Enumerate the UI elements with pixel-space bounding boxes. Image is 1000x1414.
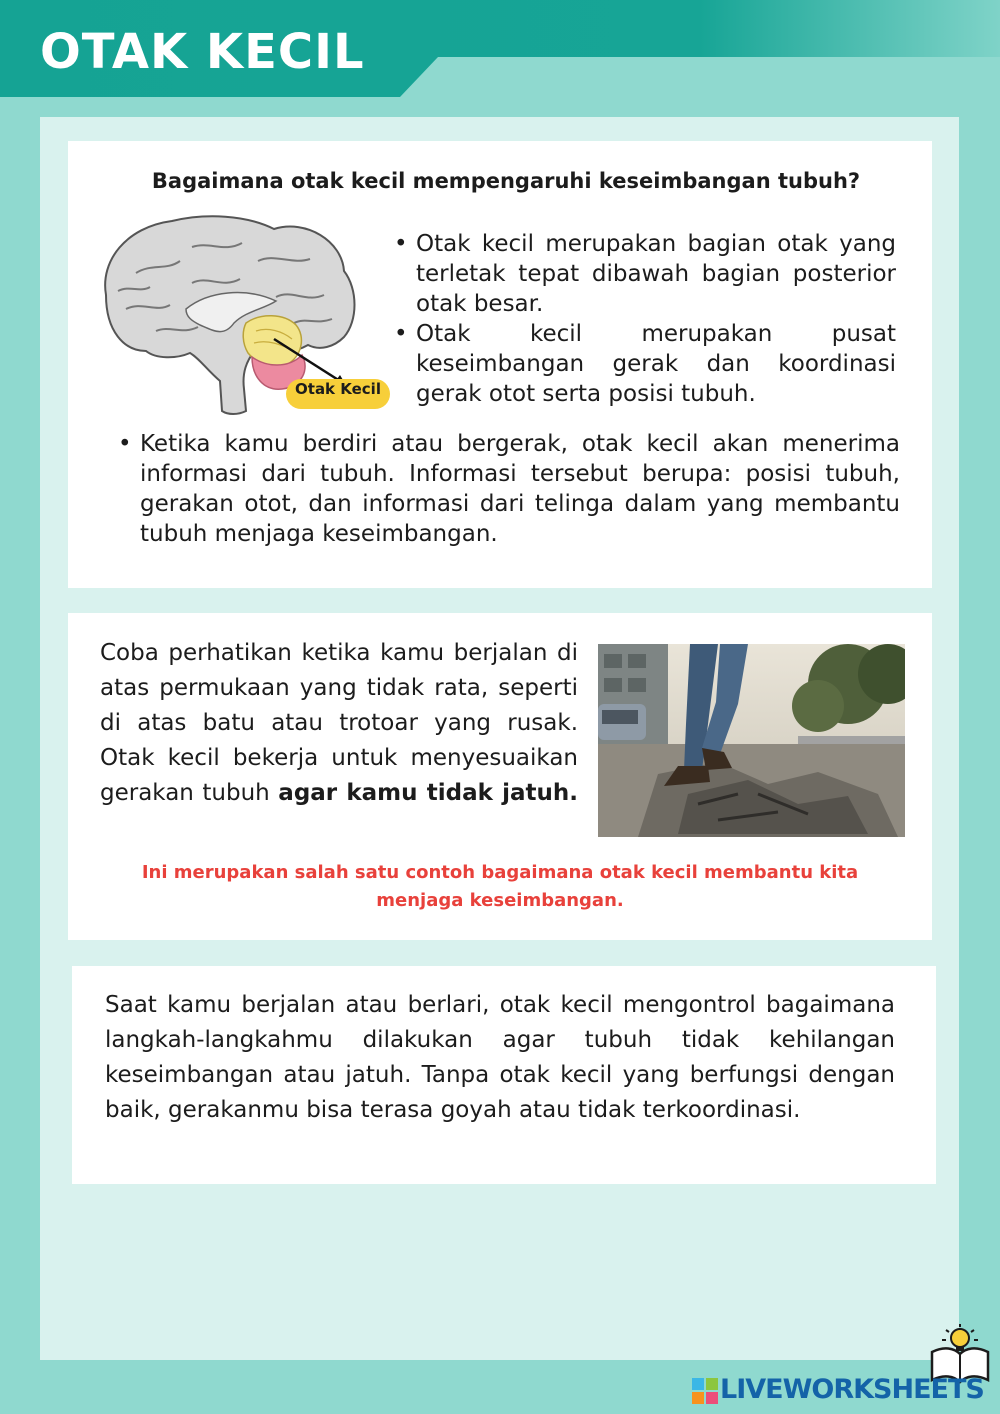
liveworksheets-logo-icon [692, 1378, 718, 1404]
bullet-list-cerebellum-facts [390, 229, 896, 409]
walking-on-cracked-road-photo [598, 644, 905, 837]
header-accent [400, 57, 1000, 97]
bullet-list-body-info [114, 429, 900, 549]
paragraph-text: Coba perhatikan ketika kamu berjalan di atas permukaan yang tidak rata, seperti di atas batu atau trotoar yang rusak. Otak kecil bekerja untuk menyesuaikan gerakan tubuh [100, 640, 578, 806]
card-balance-question [68, 141, 932, 588]
page-title: OTAK KECIL [40, 24, 365, 80]
list-item: • Ketika kamu berdiri atau bergerak, otak kecil akan menerima informasi dari tubuh. Informasi tersebut berupa: posisi tubuh, gerakan otot, dan informasi dari telinga dalam yang membantu tubuh menjaga keseimbangan. [114, 429, 900, 549]
balance-example-note: Ini merupakan salah satu contoh bagaimana otak kecil membantu kita menjaga keseimbangan. [141, 862, 859, 911]
list-item: • Otak kecil merupakan bagian otak yang terletak tepat dibawah bagian posterior otak besar. [390, 229, 896, 319]
section-question: Bagaimana otak kecil mempengaruhi keseimbangan tubuh? [151, 169, 861, 193]
walking-running-paragraph: Saat kamu berjalan atau berlari, otak kecil mengontrol bagaimana langkah-langkahmu dilakukan agar tubuh tidak kehilangan keseimbangan atau jatuh. Tanpa otak kecil yang berfungsi dengan baik, gerakanmu bisa terasa goyah atau tidak terkoordinasi. [105, 992, 895, 1123]
brand-logo-text[interactable]: LIVEWORKSHEETS [720, 1374, 984, 1405]
paragraph-bold-text: agar kamu tidak jatuh. [278, 780, 579, 806]
card-walking-running [72, 966, 936, 1184]
list-item: • Otak kecil merupakan pusat keseimbangan gerak dan koordinasi gerak otot serta posisi tubuh. [390, 319, 896, 409]
card-uneven-surface [68, 613, 932, 940]
brain-label: Otak Kecil [295, 380, 381, 398]
uneven-surface-paragraph [100, 636, 578, 811]
